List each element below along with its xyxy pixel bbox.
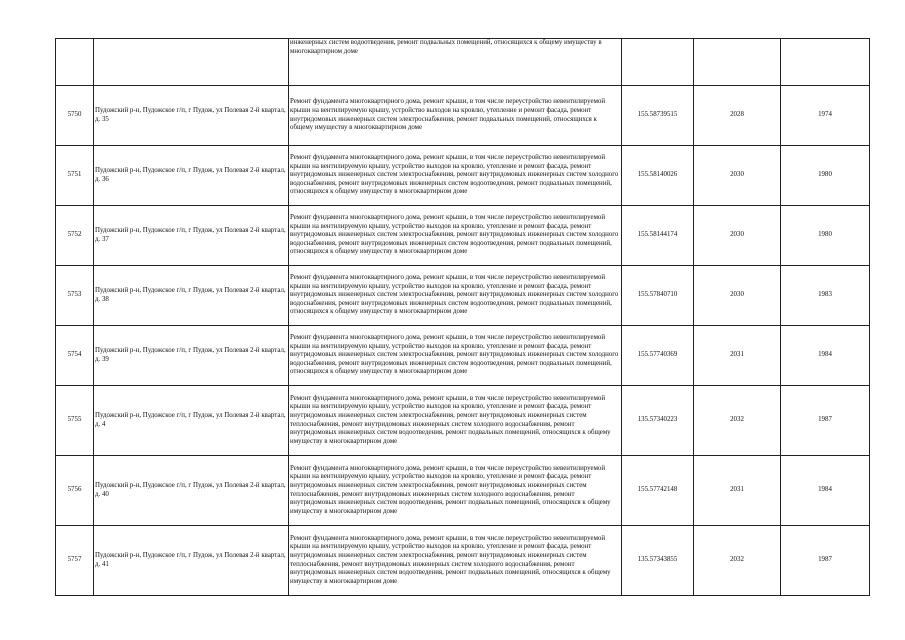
cell-id: 5756 [56,456,94,526]
cell-plan-year: 2030 [694,266,781,326]
table-body [56,39,870,596]
housing-repair-table [55,38,870,596]
cell-works: Ремонт фундамента многоквартирного дома, ремонт крыши, в том числе переустройство невентилируемой крыши на вентилируемую крышу, устройство выходов на кровлю, утепление и ремонт фасада, ремонт внутридомовых инженерных систем электроснабжения, ремонт внутридомовых инженерных систем холодного водоснабжения, ремонт внутридомовых инженерных систем водоотведения, ремонт подвальных помещений, относящихся к общему имуществу в многоквартирном доме [289,326,622,386]
cell-works: Ремонт фундамента многоквартирного дома, ремонт крыши, в том числе переустройство невентилируемой крыши на вентилируемую крышу, устройство выходов на кровлю, утепление и ремонт фасада, ремонт внутридомовых инженерных систем электроснабжения, ремонт внутридомовых инженерных систем холодного водоснабжения, ремонт внутридомовых инженерных систем водоотведения, ремонт подвальных помещений, относящихся к общему имуществу в многоквартирном доме [289,146,622,206]
cell-address: Пудожский р-н, Пудожское г/п, г Пудож, ул Полевая 2-й квартал, д. 36 [94,146,289,206]
cell-works [289,39,622,86]
cell-cost: 155.57840710 [622,266,694,326]
cell-id: 5757 [56,526,94,596]
cell-plan-year: 2030 [694,206,781,266]
cell-works: Ремонт фундамента многоквартирного дома, ремонт крыши, в том числе переустройство невентилируемой крыши на вентилируемую крышу, устройство выходов на кровлю, утепление и ремонт фасада, ремонт внутридомовых инженерных систем электроснабжения, ремонт внутридомовых инженерных систем холодного водоснабжения, ремонт внутридомовых инженерных систем водоотведения, ремонт подвальных помещений, относящихся к общему имуществу в многоквартирном доме [289,206,622,266]
cell-id: 5750 [56,86,94,146]
cell-address: Пудожский р-н, Пудожское г/п, г Пудож, ул Полевая 2-й квартал, д. 40 [94,456,289,526]
cell-build-year: 1984 [781,456,870,526]
cell-id: 5751 [56,146,94,206]
cell-build-year: 1980 [781,146,870,206]
cell-id: 5755 [56,386,94,456]
cell-plan-year: 2032 [694,386,781,456]
cell-plan-year: 2031 [694,456,781,526]
cell-id: 5752 [56,206,94,266]
cell-plan-year [694,39,781,86]
cell-address: Пудожский р-н, Пудожское г/п, г Пудож, ул Полевая 2-й квартал, д. 35 [94,86,289,146]
cell-id: 5754 [56,326,94,386]
cell-address: Пудожский р-н, Пудожское г/п, г Пудож, ул Полевая 2-й квартал, д. 38 [94,266,289,326]
cell-works: Ремонт фундамента многоквартирного дома, ремонт крыши, в том числе переустройство невентилируемой крыши на вентилируемую крышу, устройство выходов на кровлю, утепление и ремонт фасада, ремонт внутридомовых инженерных систем электроснабжения, ремонт внутридомовых инженерных систем теплоснабжения, ремонт внутридомовых инженерных систем холодного водоснабжения, ремонт внутридомовых инженерных систем водоотведения, ремонт подвальных помещений, относящихся к общему имуществу в многоквартирном доме [289,386,622,456]
table-row-continuation [56,39,870,86]
works-text: инженерных систем водоотведения, ремонт подвальных помещений, относящихся к общему имуществу в многоквартирном доме [290,39,602,55]
cell-cost: 135.57343855 [622,526,694,596]
table-row [56,206,870,266]
cell-build-year: 1984 [781,326,870,386]
cell-cost: 155.57742148 [622,456,694,526]
cell-build-year [781,39,870,86]
cell-id: 5753 [56,266,94,326]
cell-address: Пудожский р-н, Пудожское г/п, г Пудож, ул Полевая 2-й квартал, д. 39 [94,326,289,386]
table-row [56,86,870,146]
cell-build-year: 1983 [781,266,870,326]
cell-build-year: 1987 [781,526,870,596]
table-row [56,526,870,596]
table-row [56,326,870,386]
table-row [56,456,870,526]
cell-address: Пудожский р-н, Пудожское г/п, г Пудож, ул Полевая 2-й квартал, д. 41 [94,526,289,596]
cell-build-year: 1987 [781,386,870,456]
cell-plan-year: 2030 [694,146,781,206]
cell-cost: 155.58739515 [622,86,694,146]
cell-works: Ремонт фундамента многоквартирного дома, ремонт крыши, в том числе переустройство невентилируемой крыши на вентилируемую крышу, устройство выходов на кровлю, утепление и ремонт фасада, ремонт внутридомовых инженерных систем электроснабжения, ремонт подвальных помещений, относящихся к общему имуществу в многоквартирном доме [289,86,622,146]
cell-works: Ремонт фундамента многоквартирного дома, ремонт крыши, в том числе переустройство невентилируемой крыши на вентилируемую крышу, устройство выходов на кровлю, утепление и ремонт фасада, ремонт внутридомовых инженерных систем электроснабжения, ремонт внутридомовых инженерных систем холодного водоснабжения, ремонт внутридомовых инженерных систем водоотведения, ремонт подвальных помещений, относящихся к общему имуществу в многоквартирном доме [289,266,622,326]
cell-cost [622,39,694,86]
cell-address [94,39,289,86]
cell-plan-year: 2032 [694,526,781,596]
cell-build-year: 1974 [781,86,870,146]
cell-cost: 155.58140026 [622,146,694,206]
cell-cost: 155.58144174 [622,206,694,266]
cell-plan-year: 2028 [694,86,781,146]
cell-works: Ремонт фундамента многоквартирного дома, ремонт крыши, в том числе переустройство невентилируемой крыши на вентилируемую крышу, устройство выходов на кровлю, утепление и ремонт фасада, ремонт внутридомовых инженерных систем электроснабжения, ремонт внутридомовых инженерных систем теплоснабжения, ремонт внутридомовых инженерных систем холодного водоснабжения, ремонт внутридомовых инженерных систем водоотведения, ремонт подвальных помещений, относящихся к общему имуществу в многоквартирном доме [289,526,622,596]
cell-id [56,39,94,86]
cell-cost: 135.57340223 [622,386,694,456]
table-row [56,266,870,326]
table-row [56,146,870,206]
cell-address: Пудожский р-н, Пудожское г/п, г Пудож, ул Полевая 2-й квартал, д. 4 [94,386,289,456]
table-row [56,386,870,456]
cell-cost: 155.57740369 [622,326,694,386]
cell-address: Пудожский р-н, Пудожское г/п, г Пудож, ул Полевая 2-й квартал, д. 37 [94,206,289,266]
cell-works: Ремонт фундамента многоквартирного дома, ремонт крыши, в том числе переустройство невентилируемой крыши на вентилируемую крышу, устройство выходов на кровлю, утепление и ремонт фасада, ремонт внутридомовых инженерных систем электроснабжения, ремонт внутридомовых инженерных систем теплоснабжения, ремонт внутридомовых инженерных систем холодного водоснабжения, ремонт внутридомовых инженерных систем водоотведения, ремонт подвальных помещений, относящихся к общему имуществу в многоквартирном доме [289,456,622,526]
cell-build-year: 1980 [781,206,870,266]
cell-plan-year: 2031 [694,326,781,386]
